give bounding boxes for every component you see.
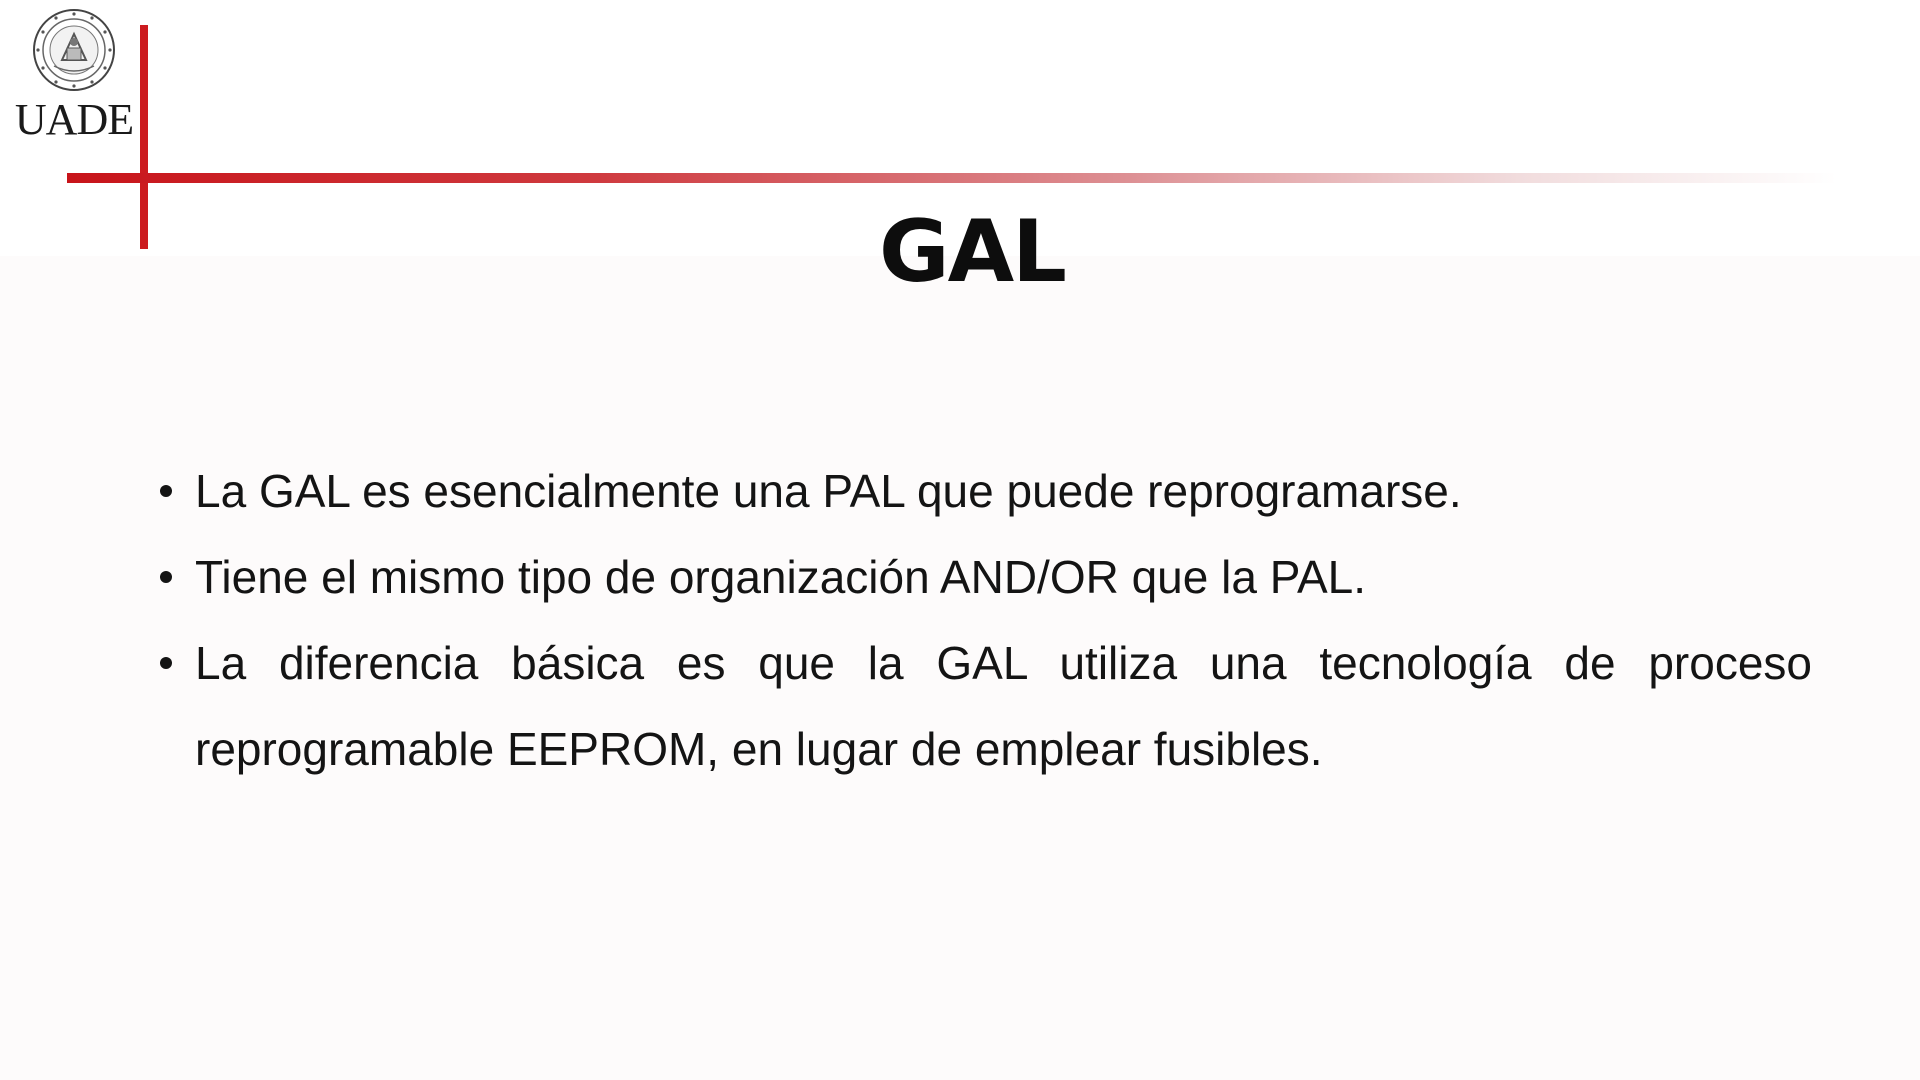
bullet-text: La diferencia básica es que la GAL utiliza una tecnología de proceso reprogramable EEPROM, en lugar de emplear fusibles. <box>195 637 1812 775</box>
bullet-text: La GAL es esencialmente una PAL que puede reprogramarse. <box>195 465 1462 517</box>
university-seal-icon <box>32 8 116 92</box>
bullet-list <box>160 448 1812 792</box>
uade-logo <box>14 8 134 148</box>
horizontal-accent-line <box>67 173 1837 183</box>
bullet-item <box>160 620 1812 792</box>
bullet-text: Tiene el mismo tipo de organización AND/OR que la PAL. <box>195 551 1367 603</box>
logo-text: UADE <box>14 95 134 144</box>
bullet-item <box>160 534 1812 620</box>
bullet-item <box>160 448 1812 534</box>
slide-title: GAL <box>879 202 1065 302</box>
